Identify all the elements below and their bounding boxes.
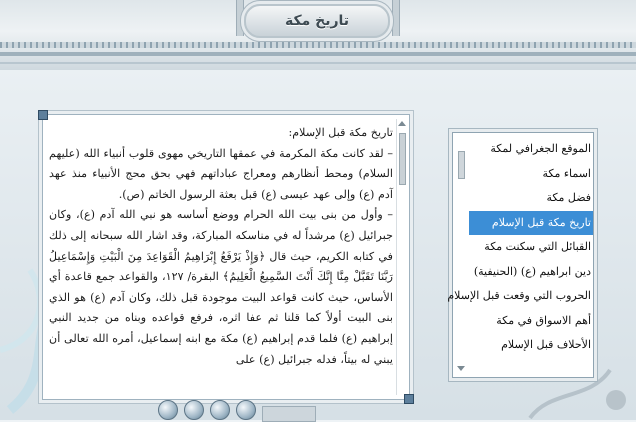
content-heading: تاريخ مكة قبل الإسلام: (288, 126, 393, 139)
topics-list-panel (447, 132, 594, 378)
list-item[interactable]: دين ابراهيم (ع) (الحنيفية) (473, 264, 591, 278)
header-line (0, 62, 636, 64)
header-band (0, 0, 636, 70)
list-item[interactable]: القبائل التي سكنت مكة (484, 240, 591, 253)
list-item[interactable]: الموقع الجغرافي لمكة (490, 142, 591, 155)
content-paragraph: – وأول من بنى بيت الله الحرام ووضع أساسه هو نبي الله آدم (ع)، وكان جبرائيل (ع) مرشداً له في مناسكه المباركة، وقد اشار الله سبحانه إلى ذلك في كتابه الكريم، حيث قال ﴿وَإِذْ يَرْفَعُ إِبْرَاهِيمُ الْقَوَاعِدَ مِنَ الْبَيْتِ وَإِسْمَاعِيلُ رَبَّنَا تَقَبَّلْ مِنَّا إِنَّكَ أَنْتَ السَّمِيعُ الْعَلِيمُ﴾ البقرة/ ١٢٧، والقواعد جمع قاعدة أي الأساس، حيث كانت قواعد البيت موجودة قبل ذلك، وكان آدم (ع) هو الذي بنى البيت أولاً كما قلنا ثم عفا اثره، فرفع قواعده وبناه من جديد النبي إبراهيم (ع) فلما قدم إبراهيم (ع) مكة مع ابنه إسماعيل، أمره الله تعالى أن يبني له بيتاً، فدله جبرائيل (ع) على (49, 208, 394, 366)
triangle-up-icon[interactable] (398, 121, 406, 126)
list-item[interactable]: اسماء مكة (542, 166, 591, 180)
round-button-icon[interactable] (236, 400, 256, 420)
list-item[interactable]: الحروب التي وقعت قبل الإسلام (447, 289, 591, 302)
ornament-right (392, 0, 400, 36)
list-item[interactable]: فضل مكة (546, 191, 591, 204)
content-paragraph: – لقد كانت مكة المكرمة في عمقها التاريخي مهوى قلوب أنبياء الله (عليهم السلام) ومحط أنظارهم ومعراج عباداتهم فهي بحق محج الأنبياء منذ عهد آدم (ع) وإلى عهد عيسى (ع) قبل بعثة الرسول الخاتم (ص). (49, 146, 393, 201)
header-stripe (0, 42, 636, 48)
list-scroll-thumb[interactable] (458, 151, 465, 179)
list-item[interactable]: الأحلاف قبل الإسلام (501, 338, 591, 351)
round-button-icon[interactable] (210, 400, 230, 420)
resize-handle-icon[interactable] (38, 110, 48, 120)
header-stripe-2 (0, 52, 636, 56)
content-text (49, 123, 393, 395)
content-scrollbar[interactable] (396, 119, 407, 395)
list-item[interactable]: أهم الاسواق في مكة (496, 313, 591, 327)
round-button-icon[interactable] (184, 400, 204, 420)
triangle-down-icon[interactable] (457, 366, 465, 371)
bottom-toolbar (158, 400, 316, 420)
title-plate (244, 4, 390, 38)
list-scrollbar[interactable] (455, 137, 467, 373)
list-item-selected[interactable]: تاريخ مكة قبل الإسلام (469, 211, 593, 236)
toolbar-button[interactable] (262, 406, 316, 422)
content-panel (42, 114, 410, 400)
ornament-left (236, 0, 244, 36)
scroll-thumb[interactable] (399, 133, 406, 185)
resize-handle-icon[interactable] (404, 394, 414, 404)
topics-list (447, 137, 593, 358)
page-title: تاريخ مكة (284, 13, 350, 29)
round-button-icon[interactable] (158, 400, 178, 420)
